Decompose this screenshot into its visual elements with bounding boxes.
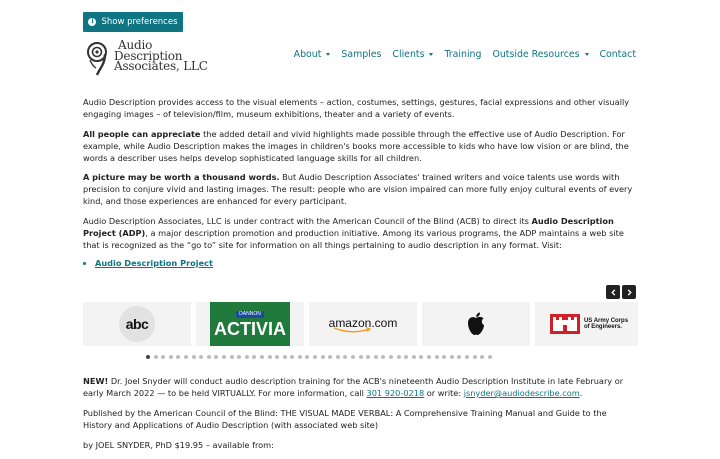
usace-logo — [550, 314, 628, 334]
carousel-dot[interactable] — [245, 355, 249, 359]
news-paragraph-3: by JOEL SNYDER, PhD $19.95 – available from: — [83, 439, 274, 450]
carousel-dot[interactable] — [305, 355, 309, 359]
site-logo[interactable] — [84, 40, 216, 78]
phone-link[interactable]: 301 920-0218 — [366, 387, 425, 398]
nav-contact[interactable]: Contact — [599, 49, 636, 60]
email-link[interactable]: jsnyder@audiodescribe.com — [463, 387, 580, 398]
nav-outside-resources[interactable]: Outside Resources — [487, 48, 594, 62]
activia-text: ACTIVIA — [214, 318, 286, 339]
carousel-dot[interactable] — [450, 355, 454, 359]
carousel-next-button[interactable] — [622, 285, 636, 299]
chevron-down-icon — [326, 53, 330, 56]
carousel-dot[interactable] — [419, 355, 423, 359]
logo-line-2: Description — [114, 48, 183, 63]
intro-paragraph-1: Audio Description provides access to the visual elements – action, costumes, settings, gestures, facial expressions and other visually engaging images – of television/film, museum exhibitions, theater and a variety of events. — [83, 97, 630, 119]
carousel-dot[interactable] — [473, 355, 477, 359]
carousel-dot[interactable] — [435, 355, 439, 359]
carousel-dot[interactable] — [313, 355, 317, 359]
carousel-dot[interactable] — [298, 355, 302, 359]
chevron-right-icon — [626, 289, 633, 296]
carousel-dot[interactable] — [252, 355, 256, 359]
carousel-dot[interactable] — [374, 355, 378, 359]
link-list — [95, 258, 638, 270]
carousel-prev-button[interactable] — [606, 285, 620, 299]
amazon-smile-icon — [333, 327, 373, 333]
chevron-left-icon — [610, 289, 617, 296]
client-logo-carousel[interactable] — [83, 302, 638, 346]
nav-training[interactable]: Training — [444, 49, 482, 60]
carousel-dot[interactable] — [427, 355, 431, 359]
carousel-dot[interactable] — [343, 355, 347, 359]
audio-description-project-link[interactable]: • Audio Description Project — [95, 258, 638, 270]
carousel-dot[interactable] — [321, 355, 325, 359]
carousel-dot[interactable] — [442, 355, 446, 359]
carousel-dot[interactable] — [351, 355, 355, 359]
logo-ear-icon — [84, 40, 112, 76]
carousel-dot[interactable] — [184, 355, 188, 359]
carousel-dot[interactable] — [397, 355, 401, 359]
amazon-logo — [329, 315, 398, 332]
carousel-dot[interactable] — [412, 355, 416, 359]
intro-paragraph-4: Audio Description Associates, LLC is under contract with the American Council of the Blind (ACB) to direct its Audio Description Project (ADP), a major description promotion and production initiative. Among its various programs, the ADP maintains a web site that is recognized as the “go to” site for information on all things pertaining to audio description in any format. Visit: — [83, 216, 624, 250]
castle-icon — [550, 314, 580, 334]
show-preferences-label: Show preferences — [101, 16, 178, 27]
carousel-dot[interactable] — [290, 355, 294, 359]
carousel-dot[interactable] — [161, 355, 165, 359]
client-logo-abc[interactable] — [83, 302, 191, 346]
client-logo-usace[interactable] — [535, 302, 638, 346]
logo-line-3: Associates, LLC — [114, 59, 208, 73]
carousel-dot[interactable] — [275, 355, 279, 359]
carousel-dot[interactable] — [404, 355, 408, 359]
carousel-dot[interactable] — [328, 355, 332, 359]
carousel-dot[interactable] — [268, 355, 272, 359]
carousel-dot[interactable] — [237, 355, 241, 359]
client-logo-apple[interactable] — [422, 302, 530, 346]
carousel-dot[interactable] — [465, 355, 469, 359]
carousel-dot[interactable] — [146, 355, 150, 359]
apple-logo-icon — [466, 312, 486, 336]
carousel-dot[interactable] — [457, 355, 461, 359]
nav-samples[interactable]: Samples — [341, 49, 382, 60]
chevron-down-icon — [429, 53, 433, 56]
carousel-pagination — [146, 355, 492, 359]
carousel-dot[interactable] — [366, 355, 370, 359]
show-preferences-button[interactable] — [83, 12, 183, 32]
carousel-dot[interactable] — [488, 355, 492, 359]
usace-text-1: US Army Corps — [583, 317, 629, 324]
activia-logo — [210, 302, 290, 346]
carousel-dot[interactable] — [214, 355, 218, 359]
intro-paragraph-2: All people can appreciate the added detail and vivid highlights made possible through the effective use of Audio Description. For example, while Audio Description makes the images in children's books more accessible to kids who have low vision or are blind, the words a describer uses helps develop sophisticated language skills for all children. — [83, 128, 629, 163]
carousel-dot[interactable] — [176, 355, 180, 359]
carousel-dot[interactable] — [169, 355, 173, 359]
main-nav — [288, 48, 636, 62]
news-content — [83, 376, 638, 459]
carousel-dot[interactable] — [359, 355, 363, 359]
carousel-dot[interactable] — [222, 355, 226, 359]
logo-line-1: Audio — [118, 38, 153, 52]
carousel-dot[interactable] — [480, 355, 484, 359]
dannon-badge: DANNON — [236, 311, 264, 318]
news-paragraph-2: Published by the American Council of the Blind: THE VISUAL MADE VERBAL: A Comprehensive Training Manual and Guide to the History and Applications of Audio Description (with associated web site) — [83, 407, 607, 430]
carousel-dot[interactable] — [154, 355, 158, 359]
info-icon: i — [88, 18, 96, 26]
abc-logo: abc — [119, 306, 155, 342]
nav-clients[interactable]: Clients — [387, 48, 439, 62]
carousel-dot[interactable] — [283, 355, 287, 359]
carousel-dot[interactable] — [199, 355, 203, 359]
intro-content — [83, 97, 638, 270]
carousel-dot[interactable] — [389, 355, 393, 359]
carousel-dot[interactable] — [260, 355, 264, 359]
carousel-dot[interactable] — [381, 355, 385, 359]
news-paragraph-1: NEW! Dr. Joel Snyder will conduct audio description training for the ACB's nineteenth Audio Description Institute in late February or early March 2022 — to be held VIRTUALLY. For more information, call 301 920-0218 or write: jsnyder@audiodescribe.com. — [83, 376, 624, 398]
carousel-controls — [606, 285, 636, 299]
client-logo-amazon[interactable] — [309, 302, 417, 346]
usace-text-2: of Engineers. — [583, 324, 622, 330]
carousel-dot[interactable] — [336, 355, 340, 359]
intro-paragraph-3: A picture may be worth a thousand words. But Audio Description Associates' trained writers and voice talents use words with precision to conjure vivid and lasting images. The result: people who are vision impaired can more fully enjoy cultural events of every kind, and those experiences are enhanced for every participant. — [83, 172, 633, 207]
nav-about[interactable]: About — [288, 48, 336, 62]
carousel-dot[interactable] — [192, 355, 196, 359]
chevron-down-icon — [585, 53, 589, 56]
client-logo-activia[interactable] — [196, 302, 304, 346]
logo-text — [114, 40, 208, 72]
carousel-dot[interactable] — [230, 355, 234, 359]
amazon-text: amazon.com — [328, 316, 398, 331]
carousel-dot[interactable] — [207, 355, 211, 359]
